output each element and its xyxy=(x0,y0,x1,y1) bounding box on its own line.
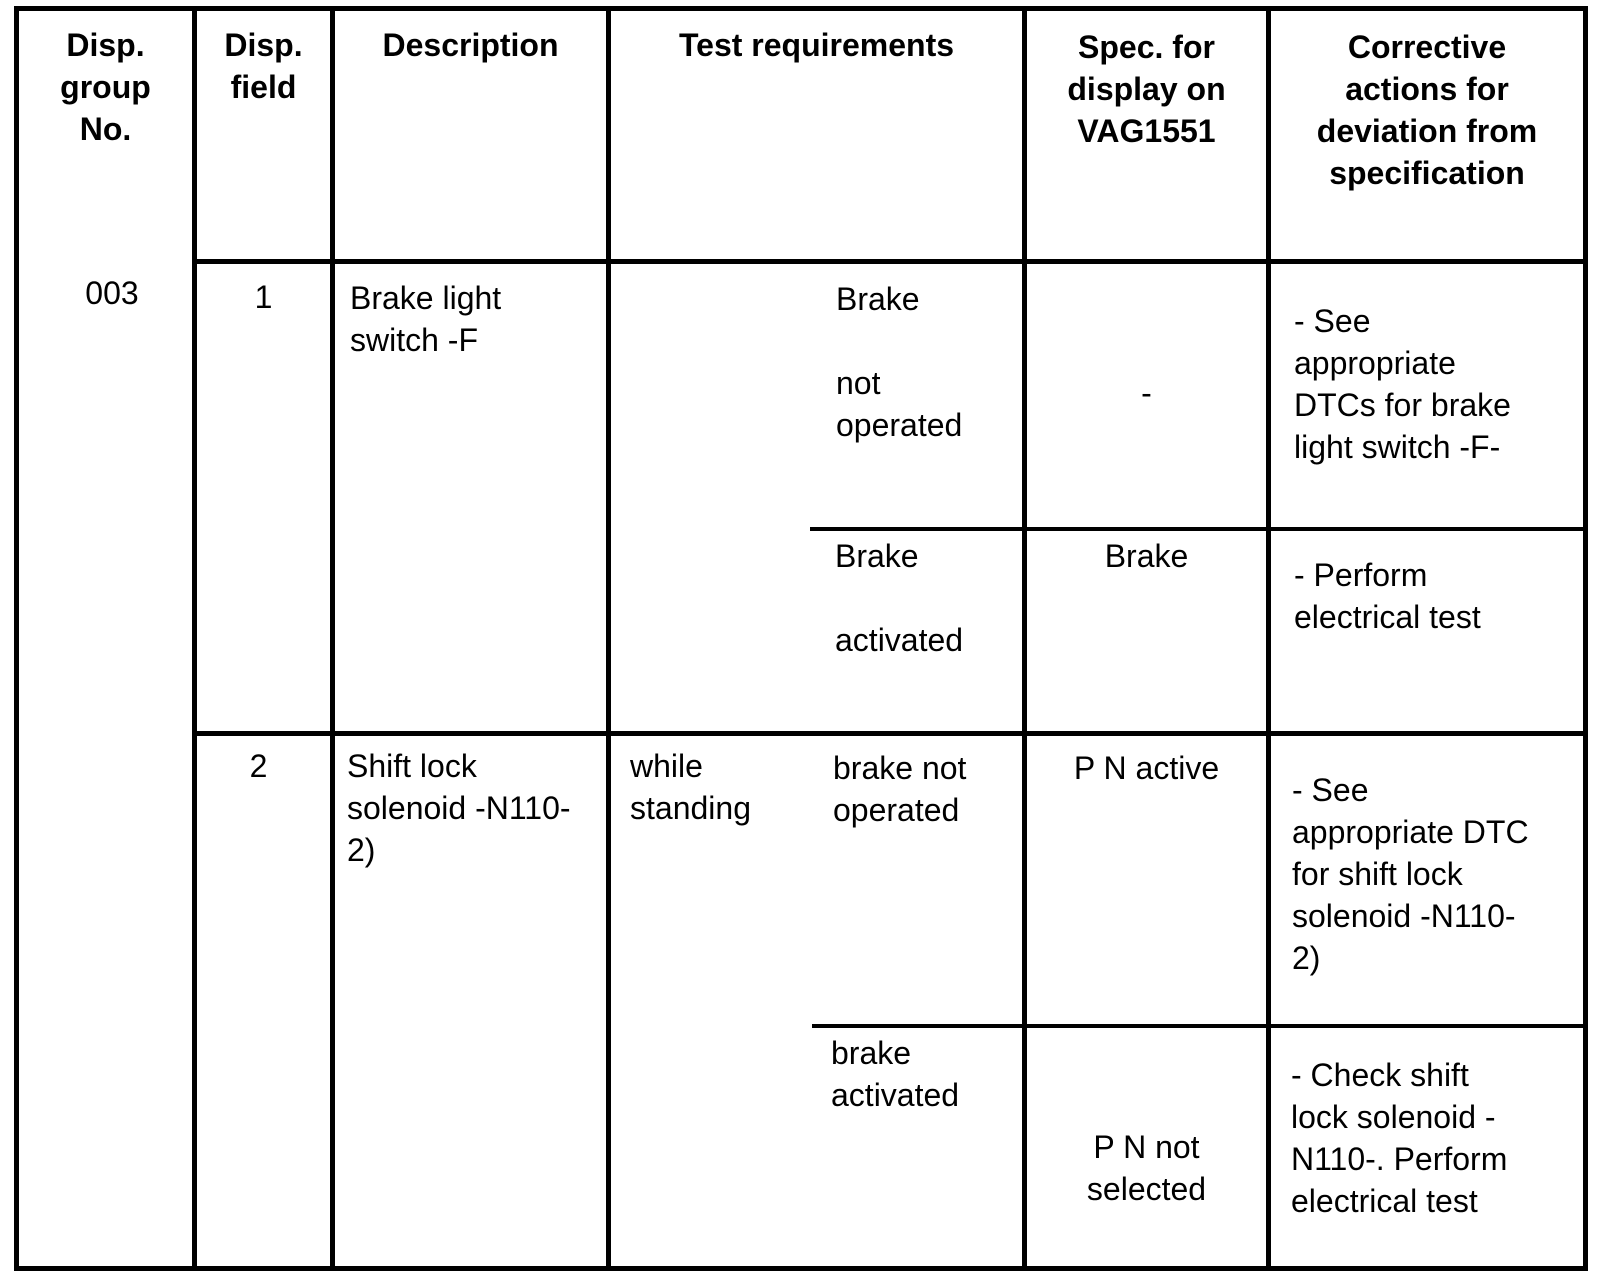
row1-corrective-1: - See appropriate DTCs for brake light switch -F- xyxy=(1294,303,1511,465)
row-divider xyxy=(192,731,1588,736)
row2-spec-2: P N not selected xyxy=(1086,1129,1207,1207)
table-border-top xyxy=(14,6,1588,11)
col-divider-field xyxy=(330,6,335,1271)
row1-spec-1: - xyxy=(1141,375,1152,411)
table-border-left xyxy=(14,6,19,1271)
row2-corrective-1: - See appropriate DTC for shift lock solenoid -N110- 2) xyxy=(1292,772,1529,976)
table-border-right xyxy=(1583,6,1588,1271)
header-group-no: Disp. group No. xyxy=(60,27,151,147)
row2-description: Shift lock solenoid -N110- 2) xyxy=(347,748,571,868)
header-field: Disp. field xyxy=(224,27,303,105)
row2-field: 2 xyxy=(249,748,268,784)
row1-subdivider xyxy=(810,527,1588,531)
row1-field: 1 xyxy=(254,279,273,315)
row1-spec-2: Brake xyxy=(1104,538,1189,574)
table-border-bottom xyxy=(14,1266,1588,1271)
header-description: Description xyxy=(382,27,559,63)
col-divider-spec xyxy=(1266,6,1271,1271)
header-test-requirements: Test requirements xyxy=(678,27,955,63)
row1-description: Brake light switch -F xyxy=(350,280,502,358)
row2-condition-1: brake not operated xyxy=(833,750,967,828)
col-divider-test xyxy=(1022,6,1027,1271)
row1-corrective-2: - Perform electrical test xyxy=(1294,557,1481,635)
row1-condition-2: Brake activated xyxy=(835,538,964,658)
row2-subdivider xyxy=(812,1024,1588,1028)
header-divider xyxy=(192,259,1588,264)
header-corrective-actions: Corrective actions for deviation from specification xyxy=(1316,29,1538,191)
row1-condition-1: Brake not operated xyxy=(836,281,963,443)
row2-condition-2: brake activated xyxy=(831,1035,960,1113)
row2-spec-1: P N active xyxy=(1073,750,1220,786)
group-number: 003 xyxy=(85,275,139,311)
header-spec-display: Spec. for display on VAG1551 xyxy=(1067,29,1226,149)
row2-corrective-2: - Check shift lock solenoid - N110-. Perform electrical test xyxy=(1291,1057,1508,1219)
col-divider-group xyxy=(192,6,197,1271)
row2-requirement: while standing xyxy=(630,748,751,826)
col-divider-description xyxy=(606,6,611,1271)
